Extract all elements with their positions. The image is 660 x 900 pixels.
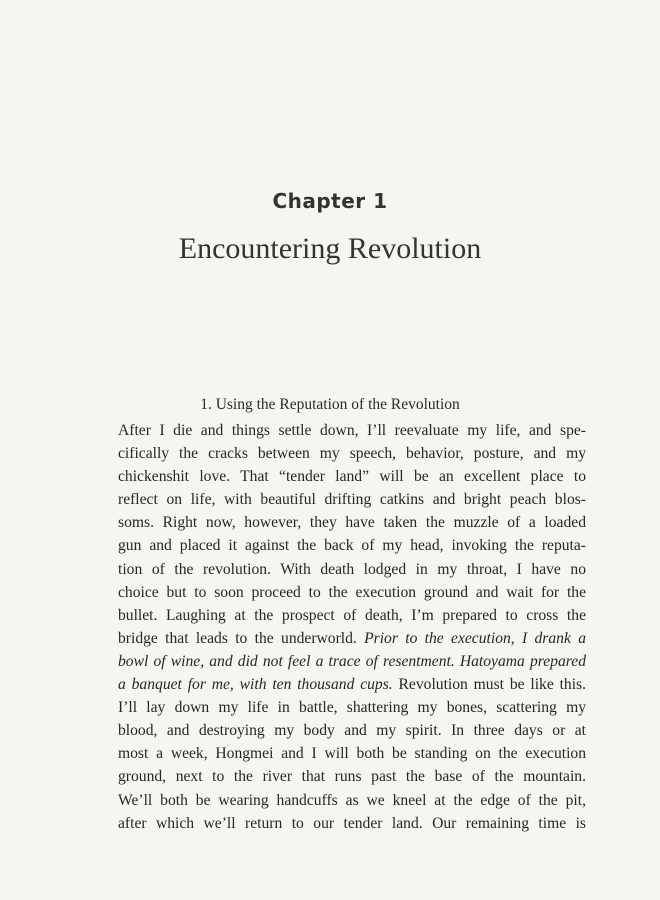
- text-segment: choice but to soon proceed to the execution ground and wait for the: [118, 583, 586, 601]
- text-line: [118, 534, 586, 557]
- text-segment: tion of the revolution. With death lodged in my throat, I have no: [118, 560, 586, 578]
- text-segment: bullet. Laughing at the prospect of death, I’m prepared to cross the: [118, 606, 586, 624]
- italic-text-segment: bowl of wine, and did not feel a trace of resentment. Hatoyama prepared: [118, 652, 586, 670]
- text-segment: chickenshit love. That “tender land” will be an excellent place to: [118, 468, 586, 486]
- text-segment: after which we’ll return to our tender land. Our remaining time is: [118, 814, 586, 832]
- text-segment: I’ll lay down my life in battle, shattering my bones, scattering my: [118, 699, 586, 717]
- text-segment: ground, next to the river that runs past the base of the mountain.: [118, 768, 586, 786]
- text-line: [118, 812, 586, 835]
- text-line: [118, 419, 586, 442]
- body-text: [118, 419, 586, 835]
- italic-text-segment: a banquet for me, with ten thousand cups.: [118, 676, 393, 694]
- text-segment: soms. Right now, however, they have taken the muzzle of a loaded: [118, 514, 586, 532]
- italic-text-segment: Prior to the execution, I drank a: [364, 629, 586, 647]
- text-line: [118, 650, 586, 673]
- text-line: [118, 488, 586, 511]
- text-segment: bridge that leads to the underworld.: [118, 629, 365, 647]
- text-line: [118, 789, 586, 812]
- chapter-title: Encountering Revolution: [178, 232, 482, 265]
- text-line: [118, 719, 586, 742]
- text-segment: reflect on life, with beautiful drifting catkins and bright peach blos-: [118, 491, 586, 509]
- text-line: [118, 511, 586, 534]
- text-line: [118, 627, 586, 650]
- text-line: [118, 604, 586, 627]
- text-line: [118, 742, 586, 765]
- text-segment: We’ll both be wearing handcuffs as we kneel at the edge of the pit,: [118, 791, 586, 809]
- text-segment: most a week, Hongmei and I will both be standing on the execution: [118, 745, 586, 763]
- text-line: [118, 558, 586, 581]
- text-line: [118, 581, 586, 604]
- text-line: [118, 673, 586, 696]
- chapter-label: Chapter 1: [272, 189, 388, 213]
- text-line: [118, 465, 586, 488]
- text-line: [118, 696, 586, 719]
- text-segment: gun and placed it against the back of my head, invoking the reputa-: [118, 537, 586, 555]
- text-line: [118, 765, 586, 788]
- text-segment: Revolution must be like this.: [392, 676, 587, 694]
- text-line: [118, 442, 586, 465]
- text-segment: blood, and destroying my body and my spirit. In three days or at: [118, 722, 586, 740]
- text-segment: cifically the cracks between my speech, behavior, posture, and my: [118, 445, 586, 463]
- section-heading: 1. Using the Reputation of the Revolution: [200, 396, 460, 413]
- text-segment: After I die and things settle down, I’ll reevaluate my life, and spe-: [118, 422, 586, 439]
